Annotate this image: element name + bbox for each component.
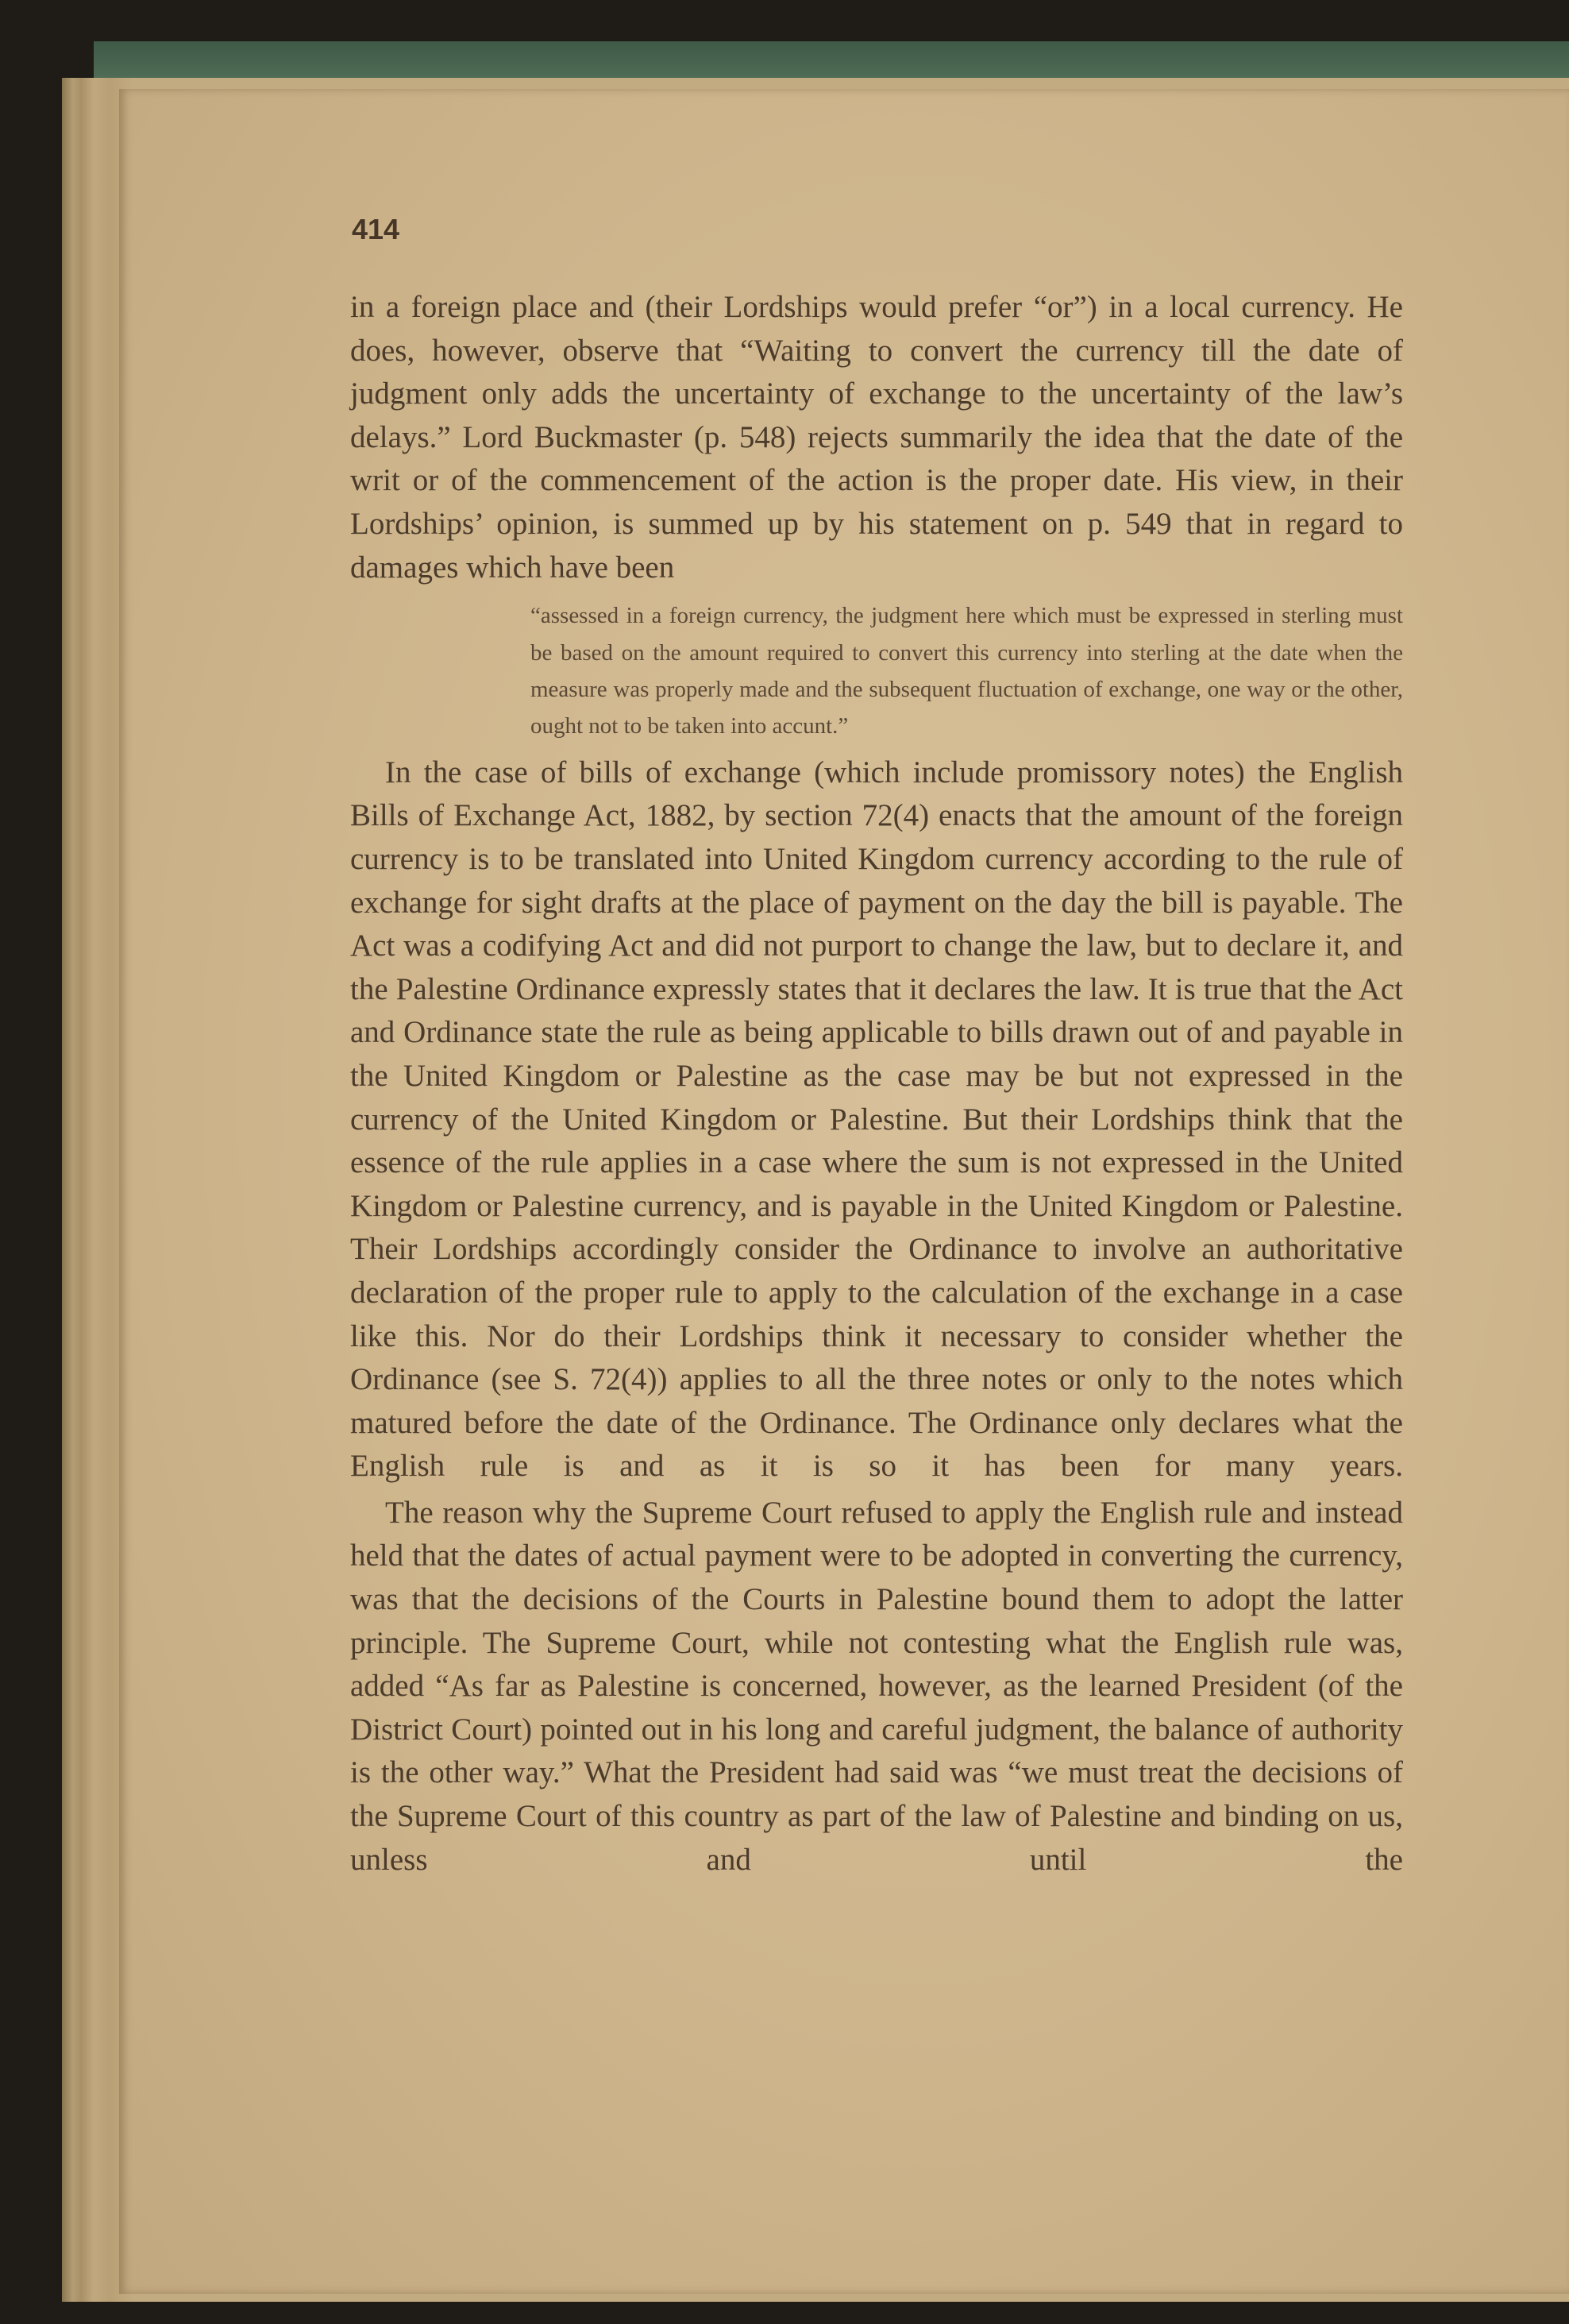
- block-quote: “assessed in a foreign currency, the judgment here which must be expressed in sterling must be based on the amount required to convert this currency into sterling at the date when the measure was properly made and the subsequent fluctuation of exchange, one way or the other, ought not to be taken into accunt.”: [530, 603, 1403, 739]
- paragraph-3: The reason why the Supreme Court refused to apply the English rule and instead held that the dates of actual payment were to be adopted in converting the currency, was that the decisions of the Courts in Palestine bound them to adopt the latter principle. The Supreme Court, while not contesting what the English rule was, added “As far as Palestine is concerned, however, as the learned President (of the District Court) pointed out in his long and careful judgment, the balance of authority is the other way.” What the President had said was “we must treat the decisions of the Supreme Court of this country as part of the law of Palestine and binding on us, unless and until the: [350, 1495, 1403, 1877]
- page-number: 414: [352, 213, 400, 245]
- paragraph-2: In the case of bills of exchange (which include promissory notes) the English Bills of Exchange Act, 1882, by section 72(4) enacts that the amount of the foreign currency is to be translated into United Kingdom currency according to the rule of exchange for sight drafts at the place of payment on the day the bill is payable. The Act was a codifying Act and did not purport to change the law, but to declare it, and the Palestine Ordinance expressly states that it declares the law. It is true that the Act and Ordinance state the rule as being applicable to bills drawn out of and payable in the United Kingdom or Palestine as the case may be but not expressed in the currency of the United Kingdom or Palestine. But their Lordships think that the essence of the rule applies in a case where the sum is not expressed in the United Kingdom or Palestine currency, and is payable in the United Kingdom or Palestine. Their Lordships accordingly consider the Ordinance to involve an authoritative declaration of the proper rule to apply to the calculation of the exchange in a case like this. Nor do their Lordships think it necessary to consider whether the Ordinance (see S. 72(4)) applies to all the three notes or only to the notes which matured before the date of the Ordinance. The Ordinance only declares what the English rule is and as it is so it has been for many years.: [350, 755, 1403, 1484]
- page-text: [350, 286, 1403, 1882]
- paragraph-1: in a foreign place and (their Lordships would prefer “or”) in a local currency. He does, however, observe that “Waiting to convert the currency till the date of judgment only adds the uncertainty of exchange to the uncertainty of the law’s delays.” Lord Buckmaster (p. 548) rejects summarily the idea that the date of the writ or of the commencement of the action is the proper date. His view, in their Lordships’ opinion, is summed up by his statement on p. 549 that in regard to damages which have been: [350, 290, 1403, 585]
